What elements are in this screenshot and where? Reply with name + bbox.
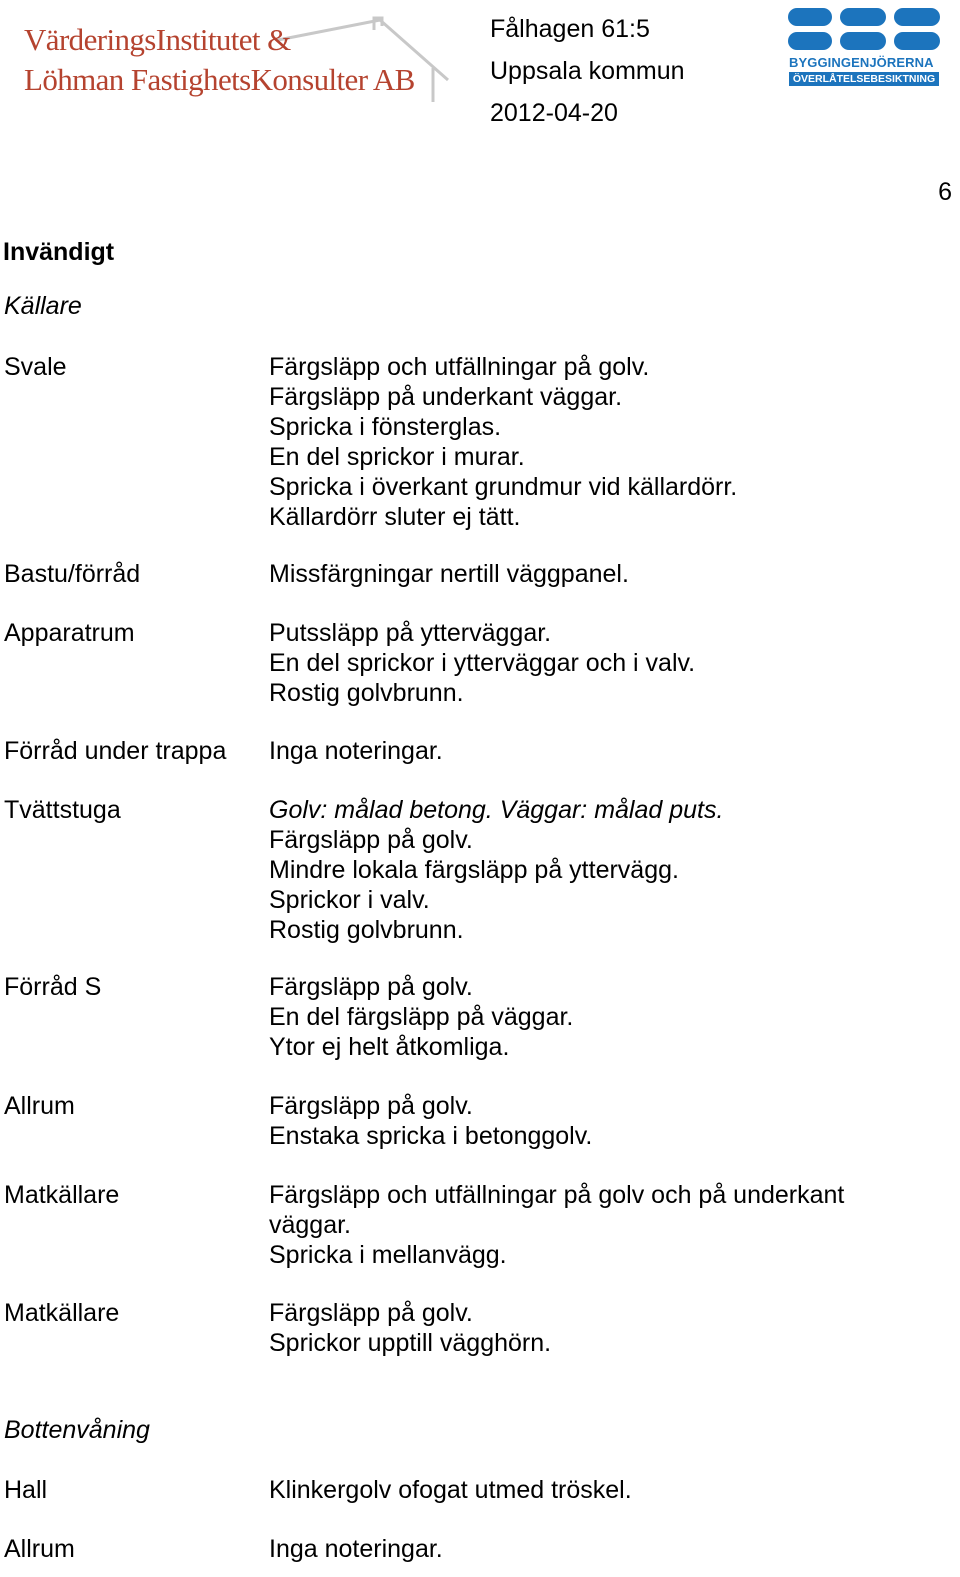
page-header: [0, 0, 960, 140]
note: Färgsläpp på golv.: [269, 826, 473, 854]
room-name: Matkällare: [4, 1299, 120, 1327]
room-notes: [269, 972, 909, 1062]
note: Färgsläpp på golv.: [269, 1092, 473, 1120]
room-name: Förråd S: [4, 973, 102, 1001]
partner-name: BYGGINGENJÖRERNA: [789, 55, 934, 70]
partner-logo: [786, 6, 946, 90]
note: Färgsläpp och utfällningar på golv.: [269, 353, 650, 381]
note: Enstaka spricka i betonggolv.: [269, 1122, 593, 1150]
company-name-line2: Löhman FastighetsKonsulter AB: [24, 62, 415, 97]
room-name: Hall: [4, 1476, 48, 1504]
note: Inga noteringar.: [269, 737, 443, 765]
note: Spricka i fönsterglas.: [269, 413, 502, 441]
note: Putssläpp på ytterväggar.: [269, 619, 552, 647]
note: Källardörr sluter ej tätt.: [269, 503, 521, 531]
section-heading: Invändigt: [3, 238, 115, 266]
room-notes: [269, 795, 909, 945]
room-notes: [269, 618, 909, 708]
property-name: Fålhagen 61:5: [490, 15, 650, 43]
note: Mindre lokala färgsläpp på yttervägg.: [269, 856, 679, 884]
room-name: Allrum: [4, 1535, 75, 1563]
room-name: Bastu/förråd: [4, 560, 141, 588]
room-name: Matkällare: [4, 1181, 120, 1209]
municipality: Uppsala kommun: [490, 57, 685, 85]
note: Spricka i mellanvägg.: [269, 1241, 507, 1269]
note: Rostig golvbrunn.: [269, 679, 464, 707]
room-notes: [269, 1180, 909, 1270]
note: En del sprickor i ytterväggar och i valv.: [269, 649, 696, 677]
room-notes: [269, 1298, 909, 1358]
note: Rostig golvbrunn.: [269, 916, 464, 944]
surface-description: Golv: målad betong. Väggar: målad puts.: [269, 796, 724, 824]
company-name-line1: VärderingsInstitutet &: [24, 22, 291, 57]
note: Sprickor upptill vägghörn.: [269, 1329, 552, 1357]
note: Klinkergolv ofogat utmed tröskel.: [269, 1476, 632, 1504]
note: Färgsläpp på golv.: [269, 973, 473, 1001]
note: Färgsläpp och utfällningar på golv och på underkant: [269, 1181, 845, 1209]
company-logo: [8, 6, 458, 106]
note: Färgsläpp på golv.: [269, 1299, 473, 1327]
note: En del färgsläpp på väggar.: [269, 1003, 574, 1031]
subsection-heading-kallare: Källare: [4, 292, 82, 320]
note: Missfärgningar nertill väggpanel.: [269, 560, 629, 588]
room-name: Svale: [4, 353, 67, 381]
header-info: [490, 8, 685, 134]
room-name: Förråd under trappa: [4, 737, 227, 765]
note: Ytor ej helt åtkomliga.: [269, 1033, 510, 1061]
note: Inga noteringar.: [269, 1535, 443, 1563]
room-notes: [269, 559, 909, 589]
note: Färgsläpp på underkant väggar.: [269, 383, 623, 411]
subsection-heading-bottenvaning: Bottenvåning: [4, 1416, 150, 1444]
partner-tagline: ÖVERLÅTELSEBESIKTNING: [789, 72, 939, 86]
room-notes: [269, 1534, 909, 1564]
sbr-logo-icon: [786, 6, 942, 52]
room-name: Allrum: [4, 1092, 75, 1120]
room-notes: [269, 1475, 909, 1505]
page-number: 6: [938, 178, 952, 206]
room-notes: [269, 736, 909, 766]
room-notes: [269, 352, 909, 532]
note: Sprickor i valv.: [269, 886, 430, 914]
room-name: Tvättstuga: [4, 796, 121, 824]
note: Spricka i överkant grundmur vid källardörr.: [269, 473, 738, 501]
room-name: Apparatrum: [4, 619, 135, 647]
report-date: 2012-04-20: [490, 99, 618, 127]
note: väggar.: [269, 1211, 352, 1239]
note: En del sprickor i murar.: [269, 443, 525, 471]
room-notes: [269, 1091, 909, 1151]
